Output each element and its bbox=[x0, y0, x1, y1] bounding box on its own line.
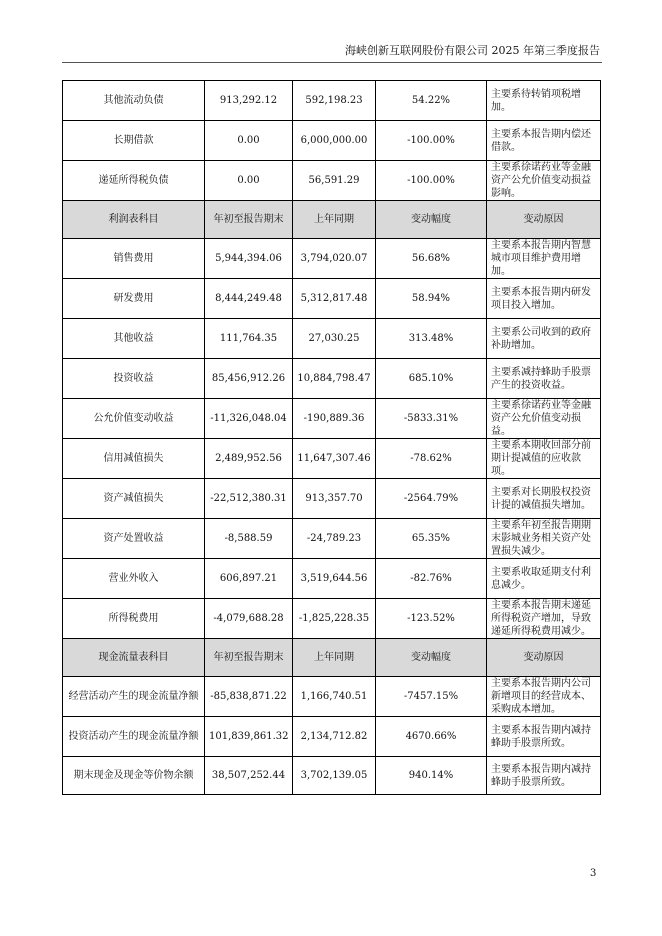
previous-value-cell: 1,166,740.51 bbox=[293, 677, 376, 717]
item-name-cell: 所得税费用 bbox=[63, 599, 205, 639]
current-value-cell: 5,944,394.06 bbox=[205, 239, 293, 279]
reason-cell: 主要系本报告期内研发项目投入增加。 bbox=[487, 279, 601, 319]
column-header: 现金流量表科目 bbox=[63, 639, 205, 677]
item-name-cell: 长期借款 bbox=[63, 121, 205, 161]
change-rate-cell: 313.48% bbox=[376, 319, 487, 359]
previous-value-cell: 3,702,139.05 bbox=[293, 757, 376, 795]
reason-cell: 主要系徐诺药业等金融资产公允价值变动损益影响。 bbox=[487, 161, 601, 201]
current-value-cell: -11,326,048.04 bbox=[205, 399, 293, 439]
reason-cell: 主要系本报告期内公司新增项目的经营成本、采购成本增加。 bbox=[487, 677, 601, 717]
previous-value-cell: -24,789.23 bbox=[293, 519, 376, 559]
current-value-cell: 111,764.35 bbox=[205, 319, 293, 359]
item-name-cell: 投资活动产生的现金流量净额 bbox=[63, 717, 205, 757]
previous-value-cell: 913,357.70 bbox=[293, 479, 376, 519]
previous-value-cell: 5,312,817.48 bbox=[293, 279, 376, 319]
table-row bbox=[63, 677, 601, 717]
header-divider bbox=[62, 62, 602, 63]
current-value-cell: -85,838,871.22 bbox=[205, 677, 293, 717]
table-row bbox=[63, 161, 601, 201]
current-value-cell: 606,897.21 bbox=[205, 559, 293, 599]
previous-value-cell: 2,134,712.82 bbox=[293, 717, 376, 757]
section-header-row bbox=[63, 639, 601, 677]
report-header: 海峡创新互联网股份有限公司 2025 年第三季度报告 bbox=[345, 44, 600, 57]
reason-cell: 主要系本报告期内减持蜂助手股票所致。 bbox=[487, 757, 601, 795]
reason-cell: 主要系本报告期末递延所得税资产增加，导致递延所得税费用减少。 bbox=[487, 599, 601, 639]
reason-cell: 主要系本报告期内偿还借款。 bbox=[487, 121, 601, 161]
item-name-cell: 其他流动负债 bbox=[63, 81, 205, 121]
table-row bbox=[63, 479, 601, 519]
item-name-cell: 研发费用 bbox=[63, 279, 205, 319]
change-rate-cell: -2564.79% bbox=[376, 479, 487, 519]
item-name-cell: 期末现金及现金等价物余额 bbox=[63, 757, 205, 795]
current-value-cell: -8,588.59 bbox=[205, 519, 293, 559]
table-row bbox=[63, 239, 601, 279]
change-rate-cell: 58.94% bbox=[376, 279, 487, 319]
reason-cell: 主要系本报告期内减持蜂助手股票所致。 bbox=[487, 717, 601, 757]
table-row bbox=[63, 81, 601, 121]
section-header-row bbox=[63, 201, 601, 239]
table-row bbox=[63, 559, 601, 599]
previous-value-cell: 56,591.29 bbox=[293, 161, 376, 201]
previous-value-cell: 10,884,798.47 bbox=[293, 359, 376, 399]
previous-value-cell: 3,519,644.56 bbox=[293, 559, 376, 599]
reason-cell: 主要系本报告期内智慧城市项目维护费用增加。 bbox=[487, 239, 601, 279]
item-name-cell: 其他收益 bbox=[63, 319, 205, 359]
column-header: 变动原因 bbox=[487, 201, 601, 239]
current-value-cell: 8,444,249.48 bbox=[205, 279, 293, 319]
change-rate-cell: -5833.31% bbox=[376, 399, 487, 439]
item-name-cell: 资产处置收益 bbox=[63, 519, 205, 559]
item-name-cell: 信用减值损失 bbox=[63, 439, 205, 479]
change-rate-cell: -78.62% bbox=[376, 439, 487, 479]
previous-value-cell: -190,889.36 bbox=[293, 399, 376, 439]
reason-cell: 主要系收取延期支付利息减少。 bbox=[487, 559, 601, 599]
previous-value-cell: 11,647,307.46 bbox=[293, 439, 376, 479]
previous-value-cell: -1,825,228.35 bbox=[293, 599, 376, 639]
current-value-cell: 913,292.12 bbox=[205, 81, 293, 121]
column-header: 年初至报告期末 bbox=[205, 201, 293, 239]
column-header: 利润表科目 bbox=[63, 201, 205, 239]
change-rate-cell: 54.22% bbox=[376, 81, 487, 121]
change-analysis-table bbox=[62, 80, 601, 795]
item-name-cell: 经营活动产生的现金流量净额 bbox=[63, 677, 205, 717]
item-name-cell: 营业外收入 bbox=[63, 559, 205, 599]
reason-cell: 主要系待转销项税增加。 bbox=[487, 81, 601, 121]
reason-cell: 主要系公司收到的政府补助增加。 bbox=[487, 319, 601, 359]
reason-cell: 主要系徐诺药业等金融资产公允价值变动损益。 bbox=[487, 399, 601, 439]
current-value-cell: -4,079,688.28 bbox=[205, 599, 293, 639]
current-value-cell: 85,456,912.26 bbox=[205, 359, 293, 399]
change-rate-cell: 940.14% bbox=[376, 757, 487, 795]
reason-cell: 主要系减持蜂助手股票产生的投资收益。 bbox=[487, 359, 601, 399]
table-row bbox=[63, 399, 601, 439]
change-rate-cell: 56.68% bbox=[376, 239, 487, 279]
column-header: 变动幅度 bbox=[376, 201, 487, 239]
column-header: 年初至报告期末 bbox=[205, 639, 293, 677]
item-name-cell: 递延所得税负债 bbox=[63, 161, 205, 201]
change-rate-cell: 4670.66% bbox=[376, 717, 487, 757]
item-name-cell: 投资收益 bbox=[63, 359, 205, 399]
current-value-cell: 38,507,252.44 bbox=[205, 757, 293, 795]
change-rate-cell: -82.76% bbox=[376, 559, 487, 599]
column-header: 上年同期 bbox=[293, 201, 376, 239]
previous-value-cell: 6,000,000.00 bbox=[293, 121, 376, 161]
item-name-cell: 销售费用 bbox=[63, 239, 205, 279]
change-rate-cell: 685.10% bbox=[376, 359, 487, 399]
current-value-cell: 2,489,952.56 bbox=[205, 439, 293, 479]
current-value-cell: 0.00 bbox=[205, 161, 293, 201]
table-row bbox=[63, 717, 601, 757]
change-rate-cell: -123.52% bbox=[376, 599, 487, 639]
table-row bbox=[63, 439, 601, 479]
column-header: 上年同期 bbox=[293, 639, 376, 677]
table-row bbox=[63, 279, 601, 319]
change-rate-cell: 65.35% bbox=[376, 519, 487, 559]
item-name-cell: 公允价值变动收益 bbox=[63, 399, 205, 439]
current-value-cell: -22,512,380.31 bbox=[205, 479, 293, 519]
change-rate-cell: -100.00% bbox=[376, 161, 487, 201]
current-value-cell: 101,839,861.32 bbox=[205, 717, 293, 757]
current-value-cell: 0.00 bbox=[205, 121, 293, 161]
previous-value-cell: 27,030.25 bbox=[293, 319, 376, 359]
column-header: 变动幅度 bbox=[376, 639, 487, 677]
item-name-cell: 资产减值损失 bbox=[63, 479, 205, 519]
column-header: 变动原因 bbox=[487, 639, 601, 677]
table-row bbox=[63, 599, 601, 639]
table-row bbox=[63, 359, 601, 399]
table-row bbox=[63, 757, 601, 795]
previous-value-cell: 592,198.23 bbox=[293, 81, 376, 121]
change-rate-cell: -7457.15% bbox=[376, 677, 487, 717]
change-rate-cell: -100.00% bbox=[376, 121, 487, 161]
reason-cell: 主要系对长期股权投资计提的减值损失增加。 bbox=[487, 479, 601, 519]
reason-cell: 主要系本期收回部分前期计提减值的应收款项。 bbox=[487, 439, 601, 479]
page-number: 3 bbox=[590, 868, 597, 879]
table-row bbox=[63, 121, 601, 161]
previous-value-cell: 3,794,020.07 bbox=[293, 239, 376, 279]
table-row bbox=[63, 319, 601, 359]
reason-cell: 主要系年初至报告期期末影城业务相关资产处置损失减少。 bbox=[487, 519, 601, 559]
table-row bbox=[63, 519, 601, 559]
